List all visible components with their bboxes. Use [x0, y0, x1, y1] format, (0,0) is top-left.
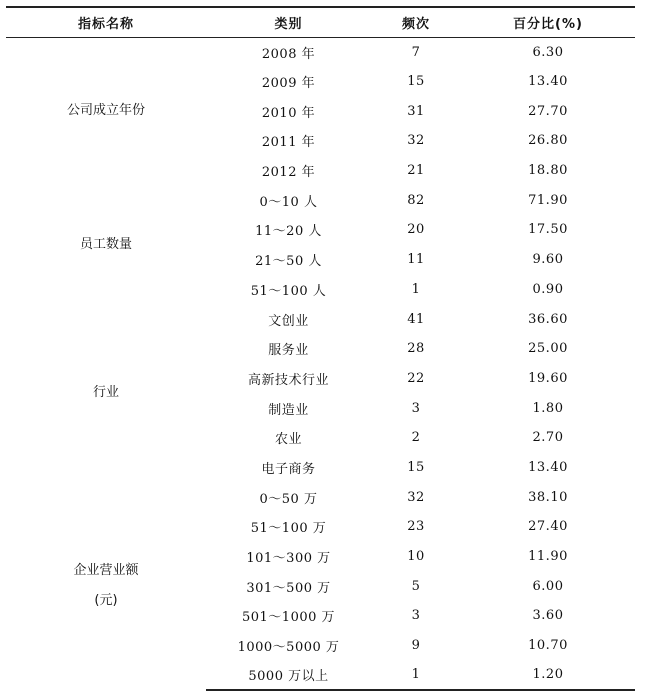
category-cell: 2008 年 — [261, 46, 316, 62]
percentage-cell: 0.90 — [532, 281, 564, 297]
frequency-cell: 21 — [407, 163, 425, 179]
percentage-cell: 36.60 — [528, 311, 568, 327]
percentage-cell: 6.00 — [532, 578, 564, 594]
percentage-cell: 1.80 — [532, 400, 564, 416]
header-category: 类别 — [206, 7, 371, 37]
percentage-cell: 17.50 — [528, 222, 568, 238]
category-cell: 服务业 — [268, 343, 309, 359]
frequency-cell: 32 — [407, 133, 425, 149]
category-cell: 1000～5000 万 — [237, 640, 340, 656]
category-cell: 电子商务 — [261, 461, 316, 477]
percentage-cell: 71.90 — [528, 192, 568, 208]
frequency-cell: 3 — [411, 400, 421, 416]
category-cell: 农业 — [274, 432, 302, 448]
indicator-group-name — [6, 37, 206, 185]
category-cell: 5000 万以上 — [206, 660, 371, 690]
category-cell: 2010 年 — [261, 105, 316, 121]
statistics-table — [6, 6, 635, 691]
header-indicator-name: 指标名称 — [6, 7, 206, 37]
percentage-cell: 10.70 — [528, 638, 568, 654]
percentage-cell: 1.20 — [461, 660, 635, 690]
header-row — [6, 7, 635, 37]
percentage-cell: 6.30 — [532, 44, 564, 60]
frequency-cell: 15 — [407, 459, 425, 475]
percentage-cell: 3.60 — [532, 608, 564, 624]
frequency-cell: 7 — [411, 44, 421, 60]
category-cell: 2009 年 — [261, 76, 316, 92]
indicator-group-name — [6, 185, 206, 304]
table-row — [6, 37, 635, 67]
frequency-cell: 15 — [407, 74, 425, 90]
indicator-group-name-line: 公司成立年份 — [66, 103, 145, 119]
percentage-cell: 11.90 — [528, 549, 568, 565]
percentage-cell: 25.00 — [528, 341, 568, 357]
category-cell: 21～50 人 — [255, 254, 322, 270]
indicator-group-name-line: 企业营业额 — [73, 563, 139, 579]
percentage-cell: 38.10 — [528, 489, 568, 505]
category-cell: 51～100 万 — [250, 521, 327, 537]
indicator-group-name — [6, 482, 206, 690]
percentage-cell: 18.80 — [528, 163, 568, 179]
frequency-cell: 3 — [411, 608, 421, 624]
percentage-cell: 2.70 — [532, 430, 564, 446]
indicator-group-name-line: (元) — [94, 593, 118, 609]
header-percentage: 百分比(%) — [461, 7, 635, 37]
indicator-group-name-line: 行业 — [92, 385, 119, 401]
percentage-cell: 13.40 — [528, 459, 568, 475]
frequency-cell: 32 — [407, 489, 425, 505]
percentage-cell: 13.40 — [528, 74, 568, 90]
category-cell: 0～10 人 — [259, 194, 318, 210]
table-row — [6, 304, 635, 334]
frequency-cell: 11 — [407, 252, 425, 268]
frequency-cell: 82 — [407, 192, 425, 208]
category-cell: 301～500 万 — [246, 580, 331, 596]
category-cell: 2011 年 — [261, 135, 316, 151]
frequency-cell: 1 — [411, 281, 421, 297]
table-row — [6, 482, 635, 512]
frequency-cell: 23 — [407, 519, 425, 535]
category-cell: 11～20 人 — [255, 224, 322, 240]
frequency-cell: 31 — [407, 103, 425, 119]
header-frequency: 频次 — [371, 7, 461, 37]
category-cell: 51～100 人 — [250, 283, 327, 299]
category-cell: 2012 年 — [261, 165, 316, 181]
percentage-cell: 27.70 — [528, 103, 568, 119]
category-cell: 文创业 — [268, 313, 309, 329]
table-row — [6, 185, 635, 215]
table-body — [6, 37, 635, 690]
frequency-cell: 1 — [371, 660, 461, 690]
frequency-cell: 28 — [407, 341, 425, 357]
category-cell: 高新技术行业 — [247, 372, 329, 388]
category-cell: 101～300 万 — [246, 551, 331, 567]
category-cell: 制造业 — [268, 402, 309, 418]
frequency-cell: 22 — [407, 370, 425, 386]
percentage-cell: 27.40 — [528, 519, 568, 535]
category-cell: 0～50 万 — [259, 491, 318, 507]
percentage-cell: 9.60 — [532, 252, 564, 268]
frequency-cell: 5 — [411, 578, 421, 594]
frequency-cell: 20 — [407, 222, 425, 238]
frequency-cell: 9 — [411, 638, 421, 654]
indicator-group-name — [6, 304, 206, 482]
frequency-cell: 10 — [407, 549, 425, 565]
percentage-cell: 26.80 — [528, 133, 568, 149]
category-cell: 501～1000 万 — [241, 610, 336, 626]
percentage-cell: 19.60 — [528, 370, 568, 386]
indicator-group-name-line: 员工数量 — [79, 236, 132, 252]
frequency-cell: 41 — [407, 311, 425, 327]
frequency-cell: 2 — [411, 430, 421, 446]
